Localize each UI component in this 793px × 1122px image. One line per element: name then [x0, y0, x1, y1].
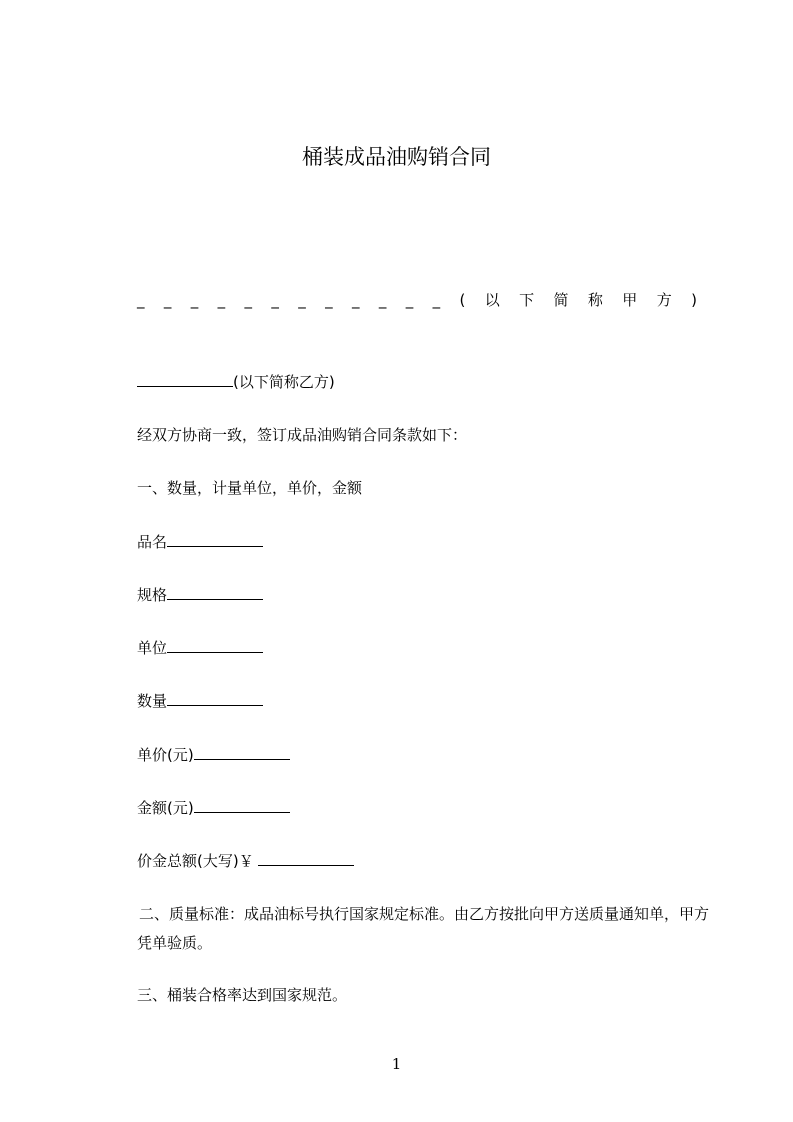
section2-paragraph: 二、质量标准：成品油标号执行国家规定标准。由乙方按批向甲方送质量通知单，甲方凭单验质。 — [137, 905, 710, 952]
field-label: 品名 — [137, 533, 168, 551]
field-unit — [137, 637, 263, 658]
page-number: 1 — [391, 1055, 402, 1073]
party-a-dash: _ — [271, 291, 279, 309]
party-a-dash: _ — [432, 291, 441, 309]
party-a-label-char: 下 — [519, 291, 535, 309]
field-label: 金额(元) — [137, 799, 194, 817]
field-unit-price — [137, 744, 290, 765]
party-b-blank[interactable] — [137, 371, 233, 387]
field-total-price — [137, 850, 354, 871]
party-a-dash: _ — [405, 291, 414, 309]
party-a-label-char: 简 — [553, 291, 569, 309]
party-a-dash: _ — [217, 291, 226, 309]
field-label: 单位 — [137, 639, 168, 657]
field-label: 规格 — [137, 586, 168, 604]
field-label: 单价(元) — [137, 746, 194, 764]
party-a-dash: _ — [137, 291, 145, 309]
party-b-label: (以下简称乙方) — [233, 373, 335, 391]
section3-paragraph: 三、桶装合格率达到国家规范。 — [137, 986, 348, 1004]
party-a-dash: _ — [352, 291, 360, 309]
party-a-line — [137, 290, 697, 310]
total-price-blank[interactable] — [258, 850, 354, 866]
party-a-label-char: 方 — [656, 291, 672, 309]
field-product-name — [137, 531, 263, 552]
party-a-label-char: 以 — [484, 291, 500, 309]
product-name-blank[interactable] — [167, 531, 263, 547]
party-a-dash: _ — [244, 291, 252, 309]
field-spec — [137, 584, 263, 605]
quantity-blank[interactable] — [167, 690, 263, 706]
field-label: 价金总额(大写)￥ — [137, 852, 254, 870]
unit-price-blank[interactable] — [194, 744, 290, 760]
field-label: 数量 — [137, 692, 168, 710]
field-quantity — [137, 690, 263, 711]
party-a-dash: _ — [325, 291, 333, 309]
spec-blank[interactable] — [167, 584, 263, 600]
unit-blank[interactable] — [167, 637, 263, 653]
party-a-dash: _ — [298, 291, 306, 309]
party-a-label-char: 甲 — [622, 291, 638, 309]
amount-blank[interactable] — [194, 797, 290, 813]
field-amount — [137, 797, 290, 818]
document-title: 桶装成品油购销合同 — [302, 145, 491, 169]
party-a-dash: _ — [190, 291, 199, 309]
party-a-dash: _ — [163, 291, 172, 309]
intro-text: 经双方协商一致，签订成品油购销合同条款如下： — [137, 426, 468, 444]
party-a-label-char: ) — [691, 291, 697, 309]
party-b-line — [137, 371, 335, 392]
party-a-dash: _ — [378, 291, 387, 309]
section1-heading: 一、数量，计量单位，单价，金额 — [137, 479, 363, 497]
party-a-label-char: 称 — [587, 291, 603, 309]
party-a-label-char: ( — [459, 291, 466, 309]
